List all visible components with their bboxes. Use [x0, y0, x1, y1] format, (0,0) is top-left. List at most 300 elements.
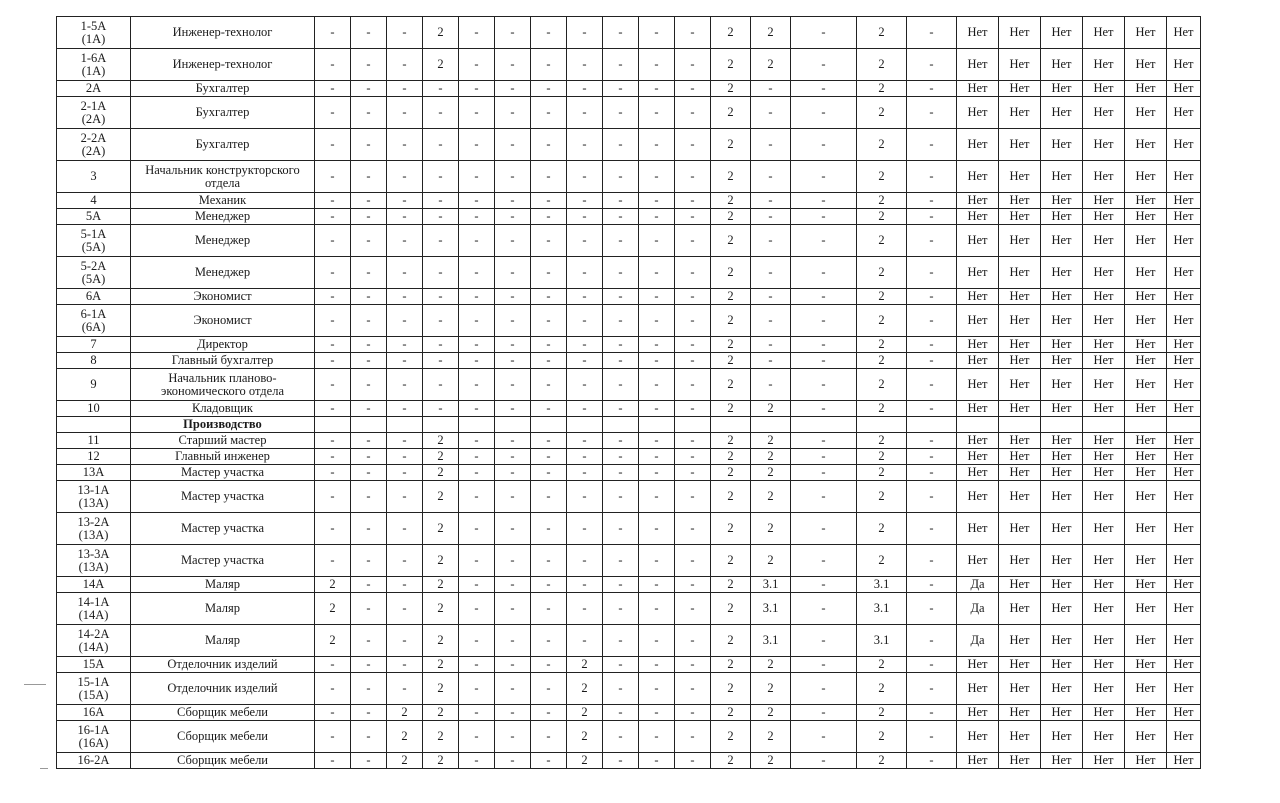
factor-class-cell: -	[495, 369, 531, 401]
guarantee-cell: Нет	[1167, 17, 1201, 49]
factor-class-cell: -	[495, 401, 531, 417]
guarantee-cell: Нет	[1041, 481, 1083, 513]
factor-class-cell: -	[459, 433, 495, 449]
guarantee-cell: Нет	[1083, 625, 1125, 657]
table-row	[57, 705, 1201, 721]
factor-class-cell	[751, 417, 791, 433]
factor-class-cell	[711, 417, 751, 433]
factor-class-cell: -	[495, 481, 531, 513]
factor-class-cell: -	[567, 97, 603, 129]
guarantee-cell: Нет	[957, 193, 999, 209]
factor-class-cell: 2	[751, 481, 791, 513]
factor-class-cell: -	[675, 337, 711, 353]
factor-class-cell: -	[567, 593, 603, 625]
factor-class-cell: -	[791, 721, 857, 753]
factor-class-cell: -	[675, 129, 711, 161]
factor-class-cell: 2	[423, 433, 459, 449]
factor-class-cell: -	[387, 433, 423, 449]
factor-class-cell: -	[567, 161, 603, 193]
guarantee-cell: Нет	[1041, 305, 1083, 337]
guarantee-cell: Нет	[1083, 721, 1125, 753]
factor-class-cell: -	[639, 289, 675, 305]
guarantee-cell: Нет	[999, 705, 1041, 721]
factor-class-cell: -	[675, 465, 711, 481]
job-title: Маляр	[131, 577, 315, 593]
factor-class-cell: 2	[857, 513, 907, 545]
guarantee-cell: Нет	[1167, 129, 1201, 161]
factor-class-cell: -	[351, 721, 387, 753]
factor-class-cell: -	[315, 401, 351, 417]
factor-class-cell: -	[907, 369, 957, 401]
factor-class-cell: -	[751, 369, 791, 401]
factor-class-cell: 2	[423, 465, 459, 481]
factor-class-cell: 2	[857, 17, 907, 49]
workplace-number: 12	[57, 449, 131, 465]
factor-class-cell: 2	[857, 753, 907, 769]
factor-class-cell: -	[459, 481, 495, 513]
factor-class-cell: -	[351, 433, 387, 449]
guarantee-cell: Нет	[1167, 625, 1201, 657]
factor-class-cell: 2	[857, 193, 907, 209]
factor-class-cell: -	[531, 657, 567, 673]
factor-class-cell: -	[675, 225, 711, 257]
factor-class-cell: -	[459, 753, 495, 769]
guarantee-cell: Нет	[1125, 577, 1167, 593]
factor-class-cell: -	[495, 433, 531, 449]
table-row	[57, 465, 1201, 481]
factor-class-cell: -	[907, 577, 957, 593]
factor-class-cell: -	[567, 305, 603, 337]
factor-class-cell: 2	[315, 593, 351, 625]
factor-class-cell: -	[603, 657, 639, 673]
factor-class-cell: -	[531, 289, 567, 305]
workplace-number: 16А	[57, 705, 131, 721]
factor-class-cell: -	[751, 81, 791, 97]
factor-class-cell: -	[639, 337, 675, 353]
job-title: Менеджер	[131, 209, 315, 225]
factor-class-cell: -	[351, 209, 387, 225]
factor-class-cell: -	[531, 577, 567, 593]
factor-class-cell: 2	[423, 577, 459, 593]
guarantee-cell: Нет	[999, 49, 1041, 81]
factor-class-cell: -	[531, 481, 567, 513]
job-title: Инженер-технолог	[131, 49, 315, 81]
guarantee-cell: Нет	[1167, 753, 1201, 769]
factor-class-cell: -	[531, 369, 567, 401]
factor-class-cell: -	[675, 305, 711, 337]
factor-class-cell: -	[495, 305, 531, 337]
factor-class-cell: -	[567, 209, 603, 225]
factor-class-cell: -	[531, 49, 567, 81]
factor-class-cell: -	[567, 481, 603, 513]
factor-class-cell: -	[791, 337, 857, 353]
guarantee-cell: Нет	[1125, 369, 1167, 401]
table-row	[57, 449, 1201, 465]
factor-class-cell: -	[315, 49, 351, 81]
factor-class-cell: -	[907, 545, 957, 577]
guarantee-cell: Нет	[999, 17, 1041, 49]
guarantee-cell: Нет	[1125, 81, 1167, 97]
factor-class-cell: 2	[857, 657, 907, 673]
guarantee-cell: Нет	[1041, 449, 1083, 465]
factor-class-cell: 2	[423, 721, 459, 753]
factor-class-cell: -	[387, 449, 423, 465]
factor-class-cell: -	[459, 369, 495, 401]
guarantee-cell: Нет	[1125, 657, 1167, 673]
factor-class-cell: -	[675, 753, 711, 769]
guarantee-cell: Нет	[1041, 433, 1083, 449]
guarantee-cell: Нет	[1125, 721, 1167, 753]
factor-class-cell: -	[907, 305, 957, 337]
guarantee-cell: Нет	[1041, 465, 1083, 481]
factor-class-cell: -	[639, 129, 675, 161]
factor-class-cell: -	[387, 337, 423, 353]
guarantee-cell: Нет	[1083, 17, 1125, 49]
factor-class-cell: -	[495, 97, 531, 129]
guarantee-cell: Нет	[1125, 257, 1167, 289]
guarantee-cell: Нет	[957, 337, 999, 353]
guarantee-cell: Нет	[999, 257, 1041, 289]
table-row	[57, 129, 1201, 161]
factor-class-cell: 2	[711, 225, 751, 257]
guarantee-cell: Нет	[1125, 289, 1167, 305]
factor-class-cell: -	[495, 193, 531, 209]
factor-class-cell: -	[603, 545, 639, 577]
guarantee-cell: Нет	[1083, 577, 1125, 593]
job-title: Бухгалтер	[131, 81, 315, 97]
factor-class-cell: -	[351, 513, 387, 545]
factor-class-cell: 2	[315, 625, 351, 657]
guarantee-cell: Нет	[999, 97, 1041, 129]
guarantee-cell: Нет	[1167, 49, 1201, 81]
guarantee-cell: Нет	[1083, 753, 1125, 769]
table-row	[57, 721, 1201, 753]
factor-class-cell: -	[495, 225, 531, 257]
factor-class-cell: -	[459, 705, 495, 721]
factor-class-cell: 2	[711, 657, 751, 673]
factor-class-cell: -	[907, 705, 957, 721]
factor-class-cell: 2	[857, 673, 907, 705]
factor-class-cell: -	[639, 657, 675, 673]
guarantee-cell: Нет	[1167, 209, 1201, 225]
factor-class-cell: -	[387, 465, 423, 481]
factor-class-cell: -	[423, 209, 459, 225]
workplace-number: 5-2А (5А)	[57, 257, 131, 289]
factor-class-cell: -	[531, 753, 567, 769]
factor-class-cell: 2	[711, 257, 751, 289]
guarantee-cell: Нет	[999, 225, 1041, 257]
factor-class-cell: -	[675, 449, 711, 465]
guarantee-cell: Нет	[999, 161, 1041, 193]
factor-class-cell: -	[791, 129, 857, 161]
guarantee-cell: Нет	[1125, 305, 1167, 337]
guarantee-cell: Нет	[957, 129, 999, 161]
factor-class-cell: 2	[751, 673, 791, 705]
factor-class-cell: -	[639, 577, 675, 593]
guarantee-cell: Нет	[957, 305, 999, 337]
factor-class-cell: -	[603, 193, 639, 209]
factor-class-cell: -	[315, 81, 351, 97]
factor-class-cell: -	[315, 369, 351, 401]
factor-class-cell: -	[531, 449, 567, 465]
factor-class-cell: -	[351, 193, 387, 209]
factor-class-cell: 2	[567, 673, 603, 705]
factor-class-cell: -	[567, 81, 603, 97]
factor-class-cell: -	[907, 81, 957, 97]
factor-class-cell: -	[907, 49, 957, 81]
factor-class-cell: 2	[857, 721, 907, 753]
guarantee-cell: Нет	[1167, 593, 1201, 625]
guarantee-cell: Нет	[1083, 129, 1125, 161]
factor-class-cell: -	[315, 225, 351, 257]
factor-class-cell: 2	[711, 593, 751, 625]
factor-class-cell: -	[495, 721, 531, 753]
guarantee-cell: Нет	[1041, 209, 1083, 225]
factor-class-cell: -	[675, 481, 711, 513]
factor-class-cell: -	[603, 401, 639, 417]
factor-class-cell: -	[531, 401, 567, 417]
guarantee-cell: Нет	[1083, 225, 1125, 257]
table-row	[57, 225, 1201, 257]
factor-class-cell: 2	[751, 545, 791, 577]
factor-class-cell: -	[531, 625, 567, 657]
factor-class-cell: 2	[711, 481, 751, 513]
guarantee-cell: Нет	[1125, 97, 1167, 129]
factor-class-cell: -	[531, 97, 567, 129]
guarantee-cell: Нет	[999, 593, 1041, 625]
job-title: Начальник конструкторского отдела	[131, 161, 315, 193]
factor-class-cell: -	[907, 433, 957, 449]
factor-class-cell: -	[423, 225, 459, 257]
factor-class-cell: 2	[751, 513, 791, 545]
factor-class-cell: -	[907, 753, 957, 769]
factor-class-cell: -	[315, 481, 351, 513]
job-title: Менеджер	[131, 257, 315, 289]
factor-class-cell: -	[639, 49, 675, 81]
guarantee-cell: Нет	[1041, 721, 1083, 753]
factor-class-cell: -	[495, 577, 531, 593]
factor-class-cell: 2	[711, 401, 751, 417]
guarantee-cell: Нет	[999, 657, 1041, 673]
guarantee-cell: Нет	[999, 481, 1041, 513]
factor-class-cell: -	[459, 289, 495, 305]
guarantee-cell: Нет	[957, 481, 999, 513]
factor-class-cell: -	[603, 353, 639, 369]
factor-class-cell: -	[639, 545, 675, 577]
factor-class-cell: -	[567, 401, 603, 417]
guarantee-cell: Нет	[1041, 193, 1083, 209]
factor-class-cell: -	[387, 129, 423, 161]
factor-class-cell: -	[459, 593, 495, 625]
guarantee-cell: Нет	[999, 753, 1041, 769]
factor-class-cell: -	[459, 401, 495, 417]
factor-class-cell: -	[567, 257, 603, 289]
factor-class-cell: -	[639, 433, 675, 449]
factor-class-cell: -	[531, 161, 567, 193]
factor-class-cell: 2	[857, 257, 907, 289]
factor-class-cell: -	[603, 289, 639, 305]
factor-class-cell: -	[603, 337, 639, 353]
factor-class-cell: -	[351, 81, 387, 97]
workplace-number: 2А	[57, 81, 131, 97]
factor-class-cell: -	[907, 209, 957, 225]
factor-class-cell: -	[675, 593, 711, 625]
factor-class-cell: -	[531, 257, 567, 289]
factor-class-cell: -	[791, 257, 857, 289]
job-title: Сборщик мебели	[131, 753, 315, 769]
factor-class-cell: -	[603, 625, 639, 657]
factor-class-cell: -	[639, 257, 675, 289]
workplace-number: 9	[57, 369, 131, 401]
factor-class-cell: -	[603, 449, 639, 465]
workplace-number: 1-5А (1А)	[57, 17, 131, 49]
factor-class-cell	[603, 417, 639, 433]
factor-class-cell: -	[315, 161, 351, 193]
factor-class-cell: -	[315, 433, 351, 449]
job-title: Главный инженер	[131, 449, 315, 465]
guarantee-cell	[1083, 417, 1125, 433]
factor-class-cell: -	[603, 97, 639, 129]
factor-class-cell: -	[531, 433, 567, 449]
guarantee-cell: Нет	[1041, 17, 1083, 49]
factor-class-cell: -	[791, 225, 857, 257]
guarantee-cell: Нет	[1125, 753, 1167, 769]
factor-class-cell: -	[351, 17, 387, 49]
factor-class-cell	[567, 417, 603, 433]
guarantee-cell: Нет	[999, 289, 1041, 305]
factor-class-cell: -	[495, 673, 531, 705]
factor-class-cell: 2	[423, 17, 459, 49]
factor-class-cell: -	[791, 753, 857, 769]
factor-class-cell: 2	[711, 705, 751, 721]
factor-class-cell: -	[907, 721, 957, 753]
factor-class-cell: -	[791, 625, 857, 657]
factor-class-cell: 2	[711, 97, 751, 129]
factor-class-cell: -	[495, 625, 531, 657]
guarantee-cell: Нет	[1167, 513, 1201, 545]
factor-class-cell: -	[459, 673, 495, 705]
guarantee-cell: Нет	[957, 369, 999, 401]
workplace-number: 13А	[57, 465, 131, 481]
factor-class-cell: 2	[423, 625, 459, 657]
factor-class-cell: 2	[423, 705, 459, 721]
factor-class-cell: -	[603, 81, 639, 97]
factor-class-cell: -	[495, 129, 531, 161]
factor-class-cell: -	[531, 705, 567, 721]
guarantee-cell: Нет	[1041, 657, 1083, 673]
factor-class-cell	[495, 417, 531, 433]
guarantee-cell: Нет	[957, 209, 999, 225]
factor-class-cell: -	[567, 433, 603, 449]
factor-class-cell: -	[639, 721, 675, 753]
guarantee-cell: Нет	[1041, 577, 1083, 593]
factor-class-cell: -	[791, 209, 857, 225]
factor-class-cell: 2	[857, 353, 907, 369]
table-row	[57, 433, 1201, 449]
factor-class-cell: -	[675, 577, 711, 593]
factor-class-cell: -	[387, 161, 423, 193]
factor-class-cell: 2	[423, 673, 459, 705]
workplace-number: 14А	[57, 577, 131, 593]
factor-class-cell: -	[423, 161, 459, 193]
factor-class-cell: -	[639, 513, 675, 545]
factor-class-cell: -	[495, 209, 531, 225]
guarantee-cell: Нет	[1125, 225, 1167, 257]
guarantee-cell: Нет	[1083, 209, 1125, 225]
factor-class-cell: -	[907, 593, 957, 625]
factor-class-cell: -	[675, 673, 711, 705]
factor-class-cell: -	[351, 465, 387, 481]
factor-class-cell: -	[675, 721, 711, 753]
factor-class-cell: -	[639, 449, 675, 465]
guarantee-cell: Нет	[957, 353, 999, 369]
factor-class-cell: -	[639, 81, 675, 97]
factor-class-cell: -	[603, 257, 639, 289]
guarantee-cell: Нет	[1041, 353, 1083, 369]
factor-class-cell: -	[567, 193, 603, 209]
workplace-number: 4	[57, 193, 131, 209]
factor-class-cell: -	[315, 193, 351, 209]
factor-class-cell	[459, 417, 495, 433]
factor-class-cell: -	[907, 225, 957, 257]
factor-class-cell: -	[531, 17, 567, 49]
workplace-number: 7	[57, 337, 131, 353]
factor-class-cell: 2	[423, 593, 459, 625]
factor-class-cell: 2	[711, 577, 751, 593]
factor-class-cell: -	[907, 17, 957, 49]
factor-class-cell: 2	[857, 433, 907, 449]
factor-class-cell: -	[603, 593, 639, 625]
factor-class-cell: -	[315, 753, 351, 769]
guarantee-cell: Нет	[957, 225, 999, 257]
factor-class-cell: 2	[711, 545, 751, 577]
factor-class-cell: 2	[567, 721, 603, 753]
factor-class-cell: -	[603, 513, 639, 545]
guarantee-cell: Нет	[957, 673, 999, 705]
guarantee-cell: Нет	[1083, 481, 1125, 513]
table-row	[57, 625, 1201, 657]
job-title: Отделочник изделий	[131, 657, 315, 673]
factor-class-cell: -	[387, 209, 423, 225]
factor-class-cell: 2	[711, 353, 751, 369]
guarantee-cell: Нет	[1083, 257, 1125, 289]
factor-class-cell: -	[315, 129, 351, 161]
guarantee-cell: Нет	[957, 513, 999, 545]
guarantee-cell: Нет	[1125, 161, 1167, 193]
factor-class-cell: -	[675, 625, 711, 657]
job-title: Инженер-технолог	[131, 17, 315, 49]
guarantee-cell: Нет	[1167, 289, 1201, 305]
factor-class-cell: -	[567, 625, 603, 657]
factor-class-cell: -	[387, 97, 423, 129]
guarantee-cell: Нет	[1167, 545, 1201, 577]
guarantee-cell: Нет	[1167, 225, 1201, 257]
scan-artifact	[24, 684, 46, 685]
factor-class-cell: 2	[857, 337, 907, 353]
factor-class-cell: -	[791, 17, 857, 49]
guarantee-cell: Нет	[1083, 97, 1125, 129]
factor-class-cell: -	[675, 545, 711, 577]
factor-class-cell: -	[751, 209, 791, 225]
factor-class-cell: 3.1	[751, 593, 791, 625]
factor-class-cell: -	[907, 465, 957, 481]
guarantee-cell: Нет	[1125, 593, 1167, 625]
factor-class-cell: -	[907, 337, 957, 353]
factor-class-cell: -	[459, 49, 495, 81]
guarantee-cell	[1041, 417, 1083, 433]
guarantee-cell: Нет	[1167, 257, 1201, 289]
job-title: Мастер участка	[131, 513, 315, 545]
